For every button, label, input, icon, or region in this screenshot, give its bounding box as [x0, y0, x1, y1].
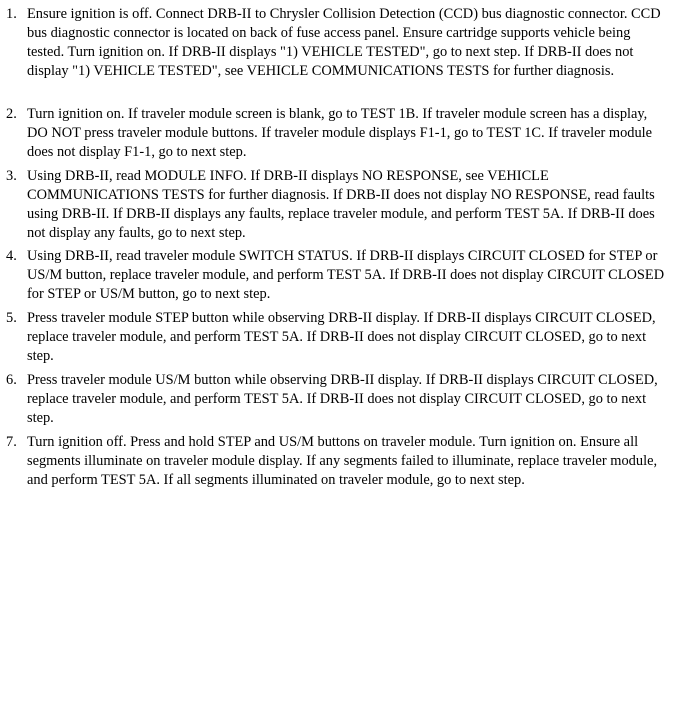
step-text: Turn ignition on. If traveler module screen is blank, go to TEST 1B. If traveler module screen has a display, DO NOT press traveler module buttons. If traveler module displays F1-1, go to TEST 1C. If traveler module does not display F1-1, go to next step.: [27, 106, 653, 160]
step-number: 2.: [6, 106, 17, 122]
step-number: 6.: [6, 372, 17, 388]
step-6: [0, 371, 676, 428]
step-text: Turn ignition off. Press and hold STEP and US/M buttons on traveler module. Turn ignition on. Ensure all segments illuminate on traveler module display. If any segments failed to illuminate, replace traveler module, and perform TEST 5A. If all segments illuminated on traveler module, go to next step.: [27, 434, 658, 488]
step-text: Press traveler module US/M button while observing DRB-II display. If DRB-II displays CIRCUIT CLOSED, replace traveler module, and perform TEST 5A. If DRB-II does not display CIRCUIT CLOSED, go to next step.: [27, 372, 658, 426]
step-5: [0, 309, 676, 366]
step-2: [0, 105, 676, 162]
step-text: Using DRB-II, read traveler module SWITCH STATUS. If DRB-II displays CIRCUIT CLOSED for STEP or US/M button, replace traveler module, and perform TEST 5A. If DRB-II does not display CIRCUIT CLOSED for STEP or US/M button, go to next step.: [27, 248, 665, 302]
step-number: 1.: [6, 6, 17, 22]
step-4: [0, 247, 676, 304]
step-text: Using DRB-II, read MODULE INFO. If DRB-II displays NO RESPONSE, see VEHICLE COMMUNICATIONS TESTS for further diagnosis. If DRB-II does not display NO RESPONSE, read faults using DRB-II. If DRB-II displays any faults, replace traveler module, and perform TEST 5A. If DRB-II does not display any faults, go to next step.: [27, 168, 655, 241]
step-3: [0, 167, 676, 243]
step-text: Press traveler module STEP button while observing DRB-II display. If DRB-II displays CIRCUIT CLOSED, replace traveler module, and perform TEST 5A. If DRB-II does not display CIRCUIT CLOSED, go to next step.: [27, 310, 656, 364]
step-text: Ensure ignition is off. Connect DRB-II to Chrysler Collision Detection (CCD) bus diagnostic connector. CCD bus diagnostic connector is located on back of fuse access panel. Ensure cartridge supports vehicle being tested. Turn ignition on. If DRB-II displays "1) VEHICLE TESTED", go to next step. If DRB-II does not display "1) VEHICLE TESTED", see VEHICLE COMMUNICATIONS TESTS for further diagnosis.: [27, 6, 661, 79]
step-1: [0, 5, 676, 81]
step-7: [0, 433, 676, 490]
step-number: 3.: [6, 168, 17, 184]
step-number: 5.: [6, 310, 17, 326]
step-number: 4.: [6, 248, 17, 264]
step-number: 7.: [6, 434, 17, 450]
